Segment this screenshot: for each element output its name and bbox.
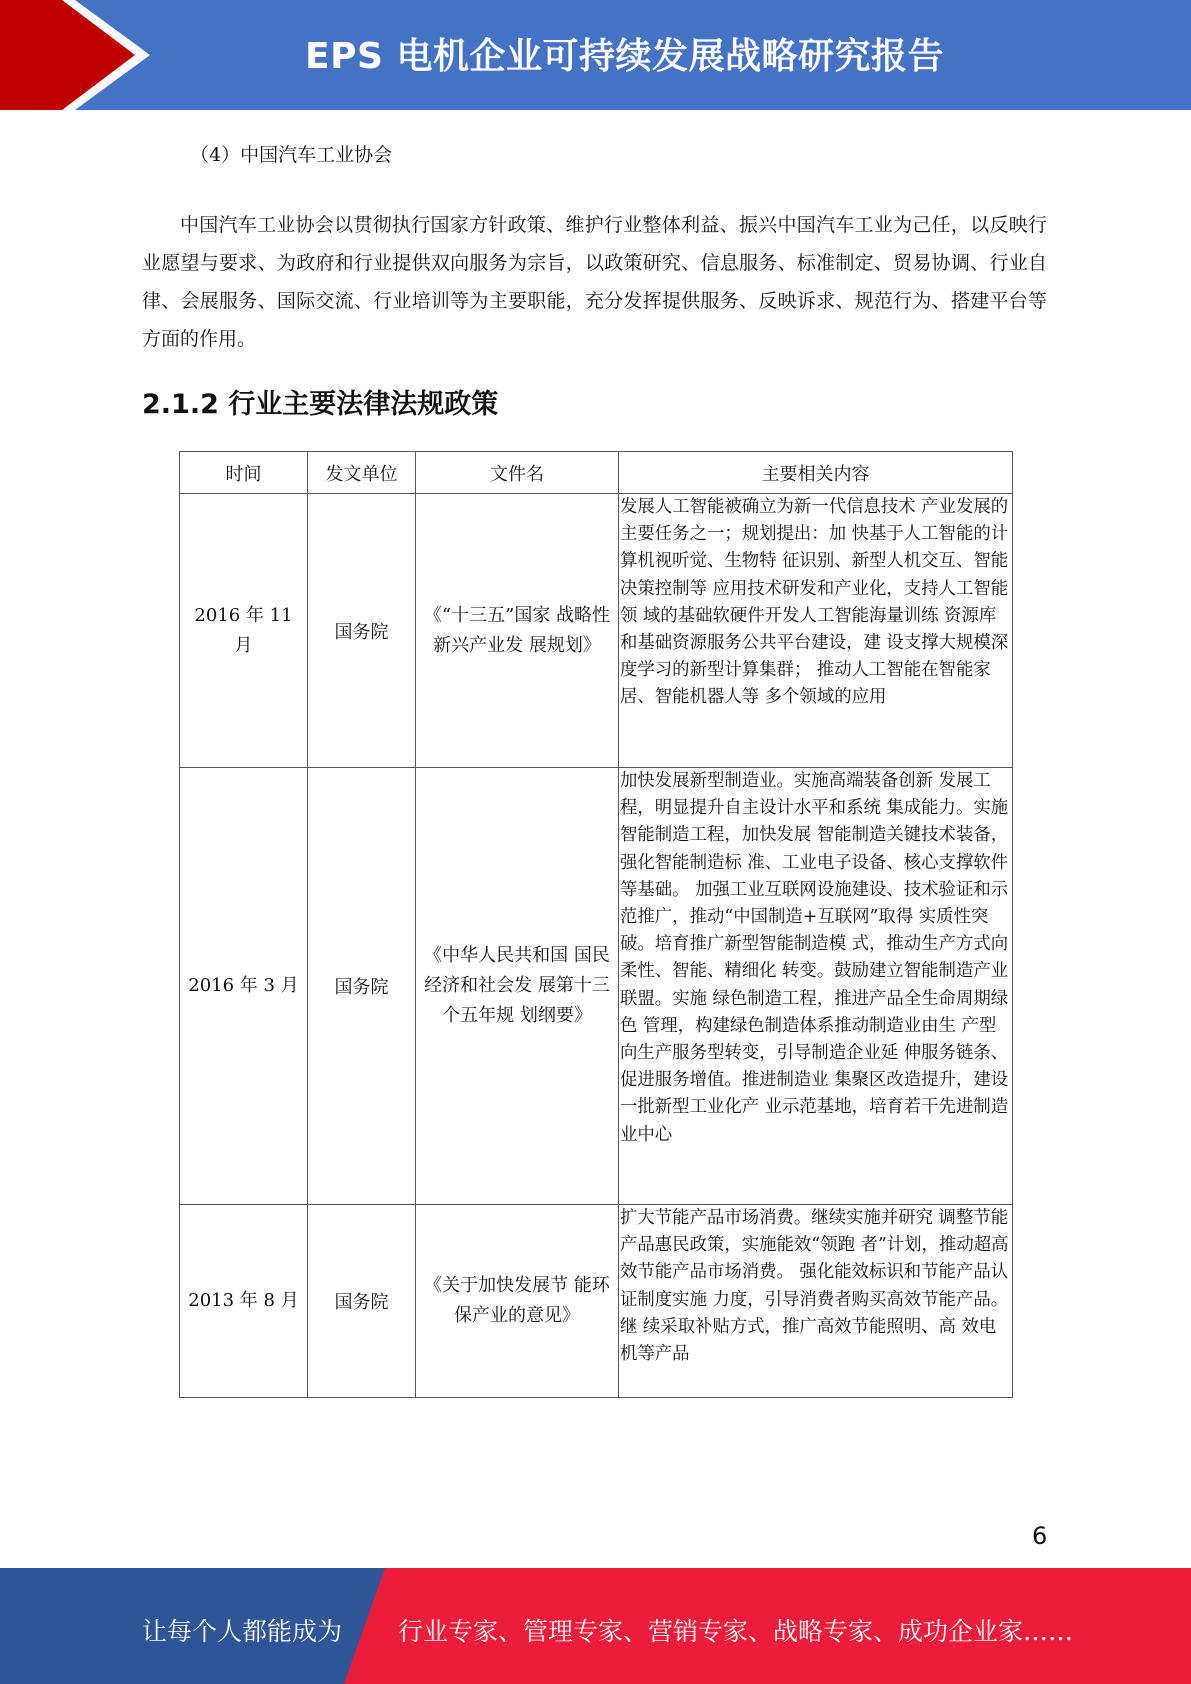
table-row <box>180 1205 1013 1398</box>
body-paragraph: 中国汽车工业协会以贯彻执行国家方针政策、维护行业整体利益、振兴中国汽车工业为己任，以反映行业愿望与要求、为政府和行业提供双向服务为宗旨，以政策研究、信息服务、标准制定、贸易协调、行业自律、会展服务、国际交流、行业培训等为主要职能，充分发挥提供服务、反映诉求、规范行为、搭建平台等方面的作用。 <box>142 214 1047 350</box>
section-heading: 2.1.2 行业主要法律法规政策 <box>142 389 499 420</box>
cell-content: 发展人工智能被确立为新一代信息技术 产业发展的主要任务之一；规划提出：加 快基于人工智能的计算机视听觉、生物特 征识别、新型人机交互、智能决策控制等 应用技术研发和产业化，支持人工智能领 域的基础软硬件开发人工智能海量训练 资源库和基础资源服务公共平台建设，建 设支撑大规模深度学习的新型计算集群； 推动人工智能在智能家居、智能机器人等 多个领域的应用 <box>619 494 1013 768</box>
cell-document: 《中华人民共和国 国民经济和社会发 展第十三个五年规 划纲要》 <box>416 768 619 1205</box>
cell-issuer: 国务院 <box>308 768 416 1205</box>
footer-slogan-right: 行业专家、管理专家、营销专家、战略专家、成功企业家…… <box>398 1617 1074 1646</box>
cell-time: 2016 年 3 月 <box>180 768 308 1205</box>
policy-table <box>179 451 1013 1398</box>
column-header-content: 主要相关内容 <box>619 452 1013 494</box>
page-footer <box>0 1568 1191 1684</box>
report-title: EPS 电机企业可持续发展战略研究报告 <box>305 36 944 77</box>
column-header-issuer: 发文单位 <box>308 452 416 494</box>
column-header-time: 时间 <box>180 452 308 494</box>
table-header-row <box>180 452 1013 494</box>
sub-heading: （4）中国汽车工业协会 <box>190 144 393 166</box>
cell-issuer: 国务院 <box>308 1205 416 1398</box>
cell-document: 《关于加快发展节 能环保产业的意见》 <box>416 1205 619 1398</box>
cell-issuer: 国务院 <box>308 494 416 768</box>
table-row <box>180 494 1013 768</box>
cell-time: 2016 年 11 月 <box>180 494 308 768</box>
cell-document: 《“十三五”国家 战略性新兴产业发 展规划》 <box>416 494 619 768</box>
cell-time: 2013 年 8 月 <box>180 1205 308 1398</box>
footer-slogan-left: 让每个人都能成为 <box>142 1617 343 1646</box>
page-number: 6 <box>1032 1522 1048 1550</box>
column-header-document: 文件名 <box>416 452 619 494</box>
cell-content: 加快发展新型制造业。实施高端装备创新 发展工程，明显提升自主设计水平和系统 集成能力。实施智能制造工程，加快发展 智能制造关键技术装备，强化智能制造标 准、工业电子设备、核心支撑软件等基础。 加强工业互联网设施建设、技术验证和示 范推广，推动“中国制造+互联网”取得 实质性突破。培育推广新型智能制造模 式，推动生产方式向柔性、智能、精细化 转变。鼓励建立智能制造产业联盟。实施 绿色制造工程，推进产品全生命周期绿色 管理，构建绿色制造体系推动制造业由生 产型向生产服务型转变，引导制造企业延 伸服务链条、促进服务增值。推进制造业 集聚区改造提升，建设一批新型工业化产 业示范基地，培育若干先进制造业中心 <box>619 768 1013 1205</box>
cell-content: 扩大节能产品市场消费。继续实施并研究 调整节能产品惠民政策，实施能效“领跑 者”计划，推动超高效节能产品市场消费。 强化能效标识和节能产品认证制度实施 力度，引导消费者购买高效节能产品。继 续采取补贴方式，推广高效节能照明、高 效电机等产品 <box>619 1205 1013 1398</box>
page-header <box>0 0 1191 110</box>
table-row <box>180 768 1013 1205</box>
